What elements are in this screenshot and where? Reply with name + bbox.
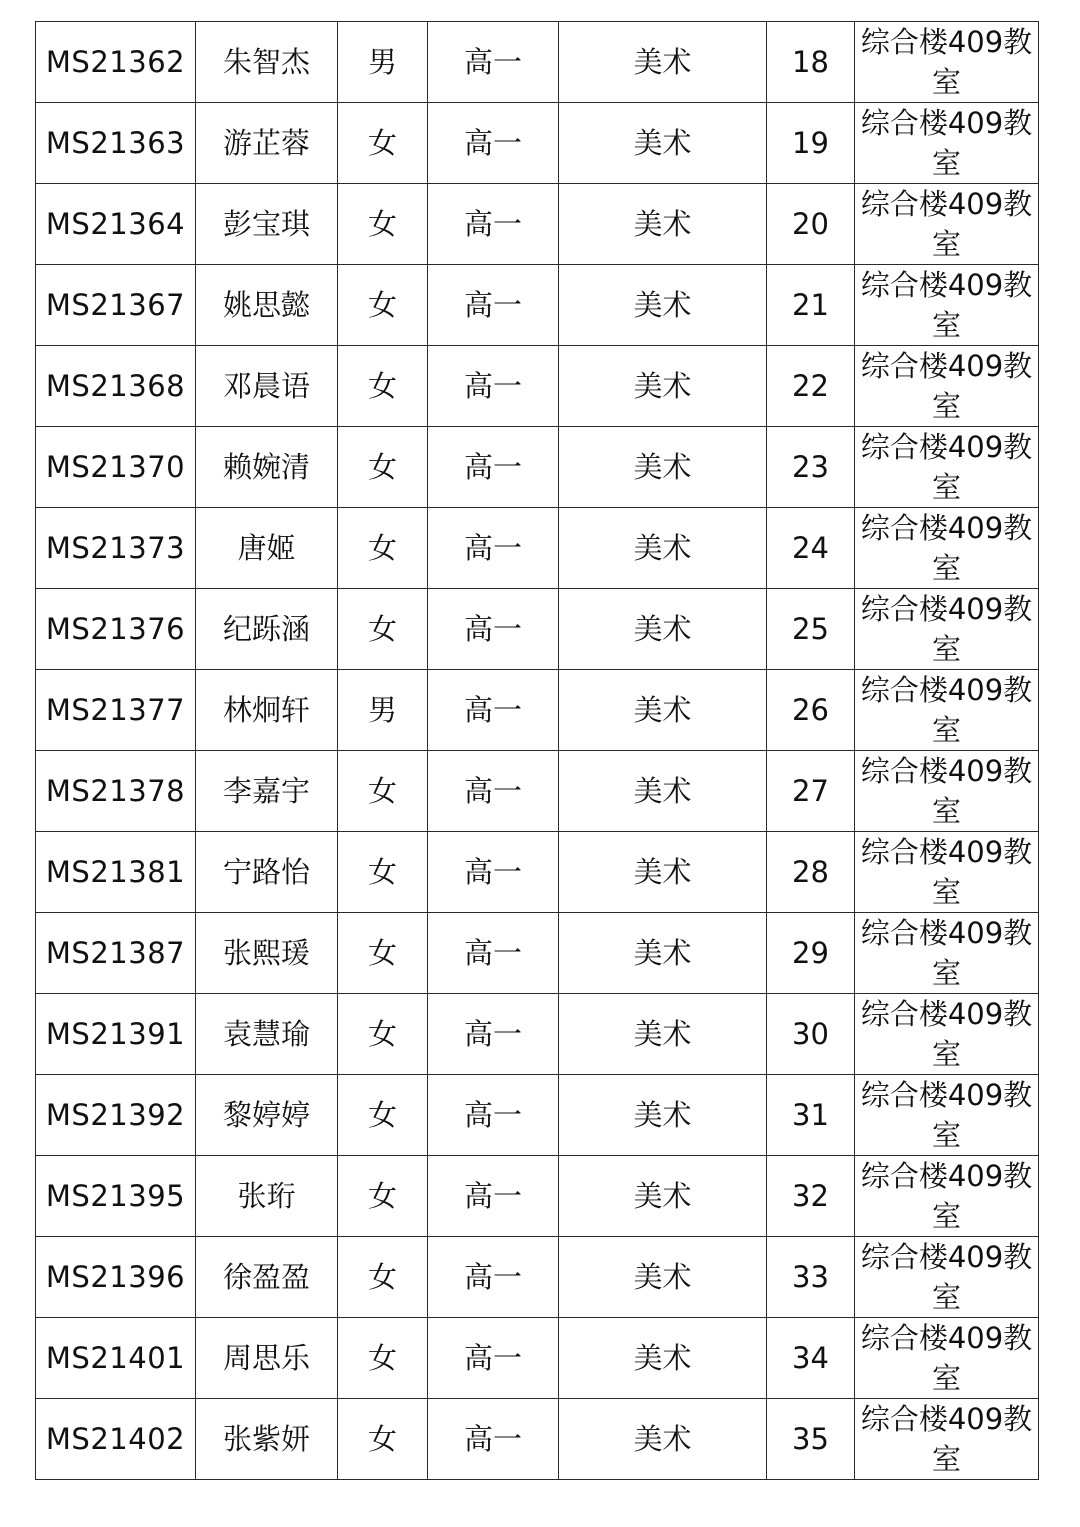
- gender-cell: 女: [338, 265, 428, 346]
- student-name-cell: 袁慧瑜: [196, 994, 338, 1075]
- table-row: [36, 1237, 1039, 1318]
- grade-cell: 高一: [428, 589, 559, 670]
- seat-number-cell: 26: [767, 670, 855, 751]
- exam-room-cell: 综合楼409教室: [855, 589, 1039, 670]
- subject-cell: 美术: [559, 1399, 767, 1480]
- grade-cell: 高一: [428, 427, 559, 508]
- student-id-cell: MS21376: [36, 589, 196, 670]
- exam-room-cell: 综合楼409教室: [855, 346, 1039, 427]
- student-id-cell: MS21387: [36, 913, 196, 994]
- student-id-cell: MS21396: [36, 1237, 196, 1318]
- student-name-cell: 游芷蓉: [196, 103, 338, 184]
- table-row: [36, 22, 1039, 103]
- grade-cell: 高一: [428, 1075, 559, 1156]
- grade-cell: 高一: [428, 508, 559, 589]
- student-id-cell: MS21373: [36, 508, 196, 589]
- table-row: [36, 994, 1039, 1075]
- table-row: [36, 1156, 1039, 1237]
- subject-cell: 美术: [559, 1156, 767, 1237]
- grade-cell: 高一: [428, 265, 559, 346]
- gender-cell: 男: [338, 670, 428, 751]
- grade-cell: 高一: [428, 670, 559, 751]
- table-row: [36, 508, 1039, 589]
- gender-cell: 女: [338, 346, 428, 427]
- student-name-cell: 张紫妍: [196, 1399, 338, 1480]
- seat-number-cell: 28: [767, 832, 855, 913]
- student-name-cell: 周思乐: [196, 1318, 338, 1399]
- gender-cell: 女: [338, 994, 428, 1075]
- grade-cell: 高一: [428, 103, 559, 184]
- gender-cell: 女: [338, 832, 428, 913]
- gender-cell: 女: [338, 751, 428, 832]
- exam-room-cell: 综合楼409教室: [855, 184, 1039, 265]
- student-name-cell: 徐盈盈: [196, 1237, 338, 1318]
- seat-number-cell: 20: [767, 184, 855, 265]
- student-id-cell: MS21381: [36, 832, 196, 913]
- exam-room-cell: 综合楼409教室: [855, 670, 1039, 751]
- gender-cell: 女: [338, 913, 428, 994]
- student-name-cell: 宁路怡: [196, 832, 338, 913]
- grade-cell: 高一: [428, 913, 559, 994]
- grade-cell: 高一: [428, 751, 559, 832]
- table-row: [36, 751, 1039, 832]
- student-id-cell: MS21363: [36, 103, 196, 184]
- table-row: [36, 184, 1039, 265]
- seat-number-cell: 23: [767, 427, 855, 508]
- seat-number-cell: 22: [767, 346, 855, 427]
- subject-cell: 美术: [559, 832, 767, 913]
- gender-cell: 女: [338, 508, 428, 589]
- subject-cell: 美术: [559, 913, 767, 994]
- grade-cell: 高一: [428, 1399, 559, 1480]
- student-name-cell: 张熙瑗: [196, 913, 338, 994]
- subject-cell: 美术: [559, 1075, 767, 1156]
- exam-room-cell: 综合楼409教室: [855, 832, 1039, 913]
- table-row: [36, 1399, 1039, 1480]
- student-name-cell: 李嘉宇: [196, 751, 338, 832]
- seat-number-cell: 21: [767, 265, 855, 346]
- student-name-cell: 张珩: [196, 1156, 338, 1237]
- gender-cell: 女: [338, 427, 428, 508]
- grade-cell: 高一: [428, 184, 559, 265]
- student-id-cell: MS21378: [36, 751, 196, 832]
- subject-cell: 美术: [559, 427, 767, 508]
- gender-cell: 女: [338, 1237, 428, 1318]
- exam-room-cell: 综合楼409教室: [855, 994, 1039, 1075]
- student-name-cell: 姚思懿: [196, 265, 338, 346]
- student-name-cell: 邓晨语: [196, 346, 338, 427]
- student-id-cell: MS21370: [36, 427, 196, 508]
- subject-cell: 美术: [559, 184, 767, 265]
- exam-room-cell: 综合楼409教室: [855, 1075, 1039, 1156]
- seat-number-cell: 35: [767, 1399, 855, 1480]
- student-id-cell: MS21402: [36, 1399, 196, 1480]
- subject-cell: 美术: [559, 1237, 767, 1318]
- grade-cell: 高一: [428, 1156, 559, 1237]
- roster-body: [36, 22, 1039, 1480]
- exam-room-cell: 综合楼409教室: [855, 1318, 1039, 1399]
- seat-number-cell: 24: [767, 508, 855, 589]
- student-id-cell: MS21367: [36, 265, 196, 346]
- subject-cell: 美术: [559, 103, 767, 184]
- student-id-cell: MS21362: [36, 22, 196, 103]
- subject-cell: 美术: [559, 589, 767, 670]
- seat-number-cell: 32: [767, 1156, 855, 1237]
- subject-cell: 美术: [559, 994, 767, 1075]
- grade-cell: 高一: [428, 346, 559, 427]
- seat-number-cell: 27: [767, 751, 855, 832]
- subject-cell: 美术: [559, 346, 767, 427]
- exam-room-cell: 综合楼409教室: [855, 427, 1039, 508]
- student-name-cell: 林炯轩: [196, 670, 338, 751]
- seat-number-cell: 25: [767, 589, 855, 670]
- student-id-cell: MS21392: [36, 1075, 196, 1156]
- exam-room-cell: 综合楼409教室: [855, 913, 1039, 994]
- subject-cell: 美术: [559, 265, 767, 346]
- gender-cell: 女: [338, 1318, 428, 1399]
- seat-number-cell: 31: [767, 1075, 855, 1156]
- seat-number-cell: 30: [767, 994, 855, 1075]
- table-row: [36, 265, 1039, 346]
- gender-cell: 男: [338, 22, 428, 103]
- subject-cell: 美术: [559, 670, 767, 751]
- grade-cell: 高一: [428, 832, 559, 913]
- table-row: [36, 1318, 1039, 1399]
- seat-number-cell: 33: [767, 1237, 855, 1318]
- grade-cell: 高一: [428, 1318, 559, 1399]
- student-id-cell: MS21364: [36, 184, 196, 265]
- student-name-cell: 彭宝琪: [196, 184, 338, 265]
- subject-cell: 美术: [559, 751, 767, 832]
- gender-cell: 女: [338, 103, 428, 184]
- student-id-cell: MS21401: [36, 1318, 196, 1399]
- student-name-cell: 朱智杰: [196, 22, 338, 103]
- exam-room-cell: 综合楼409教室: [855, 103, 1039, 184]
- table-row: [36, 670, 1039, 751]
- seat-number-cell: 18: [767, 22, 855, 103]
- exam-room-cell: 综合楼409教室: [855, 508, 1039, 589]
- subject-cell: 美术: [559, 1318, 767, 1399]
- gender-cell: 女: [338, 589, 428, 670]
- gender-cell: 女: [338, 1075, 428, 1156]
- student-name-cell: 赖婉清: [196, 427, 338, 508]
- table-row: [36, 346, 1039, 427]
- table-row: [36, 913, 1039, 994]
- exam-room-cell: 综合楼409教室: [855, 22, 1039, 103]
- exam-room-cell: 综合楼409教室: [855, 751, 1039, 832]
- subject-cell: 美术: [559, 22, 767, 103]
- exam-room-cell: 综合楼409教室: [855, 265, 1039, 346]
- table-row: [36, 103, 1039, 184]
- student-id-cell: MS21368: [36, 346, 196, 427]
- exam-room-cell: 综合楼409教室: [855, 1399, 1039, 1480]
- table-row: [36, 832, 1039, 913]
- student-id-cell: MS21377: [36, 670, 196, 751]
- grade-cell: 高一: [428, 1237, 559, 1318]
- student-id-cell: MS21391: [36, 994, 196, 1075]
- student-id-cell: MS21395: [36, 1156, 196, 1237]
- student-name-cell: 纪跞涵: [196, 589, 338, 670]
- gender-cell: 女: [338, 184, 428, 265]
- grade-cell: 高一: [428, 22, 559, 103]
- exam-room-cell: 综合楼409教室: [855, 1156, 1039, 1237]
- exam-room-cell: 综合楼409教室: [855, 1237, 1039, 1318]
- seat-number-cell: 34: [767, 1318, 855, 1399]
- student-roster-table: [35, 21, 1039, 1480]
- grade-cell: 高一: [428, 994, 559, 1075]
- gender-cell: 女: [338, 1156, 428, 1237]
- table-row: [36, 589, 1039, 670]
- seat-number-cell: 19: [767, 103, 855, 184]
- subject-cell: 美术: [559, 508, 767, 589]
- gender-cell: 女: [338, 1399, 428, 1480]
- seat-number-cell: 29: [767, 913, 855, 994]
- student-name-cell: 黎婷婷: [196, 1075, 338, 1156]
- table-row: [36, 1075, 1039, 1156]
- student-name-cell: 唐姬: [196, 508, 338, 589]
- table-row: [36, 427, 1039, 508]
